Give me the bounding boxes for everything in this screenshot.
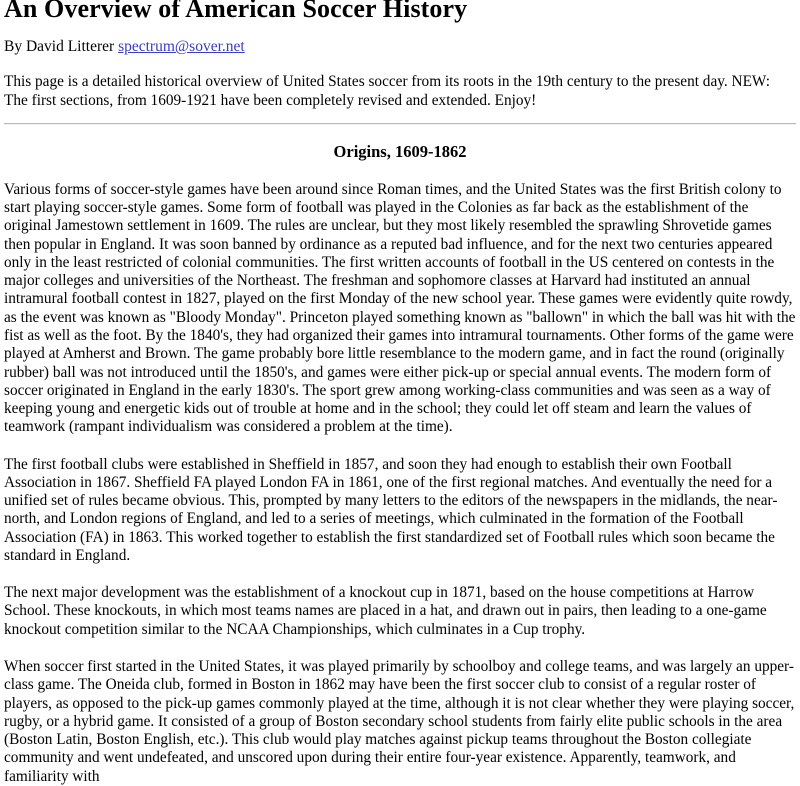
paragraph: The first football clubs were established in Sheffield in 1857, and soon they had enough to establish their own Football Association in 1867. Sheffield FA played London FA in 1861, one of the first regional matches. And eventually the need for a unified set of rules became obvious. This, prompted by many letters to the editors of the newspapers in the midlands, the near-north, and London regions of England, and led to a series of meetings, which culminated in the formation of the Football Association (FA) in 1863. This worked together to establish the first standardized set of Football rules which soon became the standard in England. xyxy=(4,455,778,564)
author-email-link[interactable]: spectrum@sover.net xyxy=(118,38,245,56)
byline-author: By David Litterer xyxy=(4,38,119,56)
paragraph: The next major development was the establishment of a knockout cup in 1871, based on the house competitions at Harrow School. These knockouts, in which most teams names are placed in a hat, and drawn out in pairs, then leading to a one-game knockout competition similar to the NCAA Championships, which culminates in a Cup trophy. xyxy=(4,584,767,638)
section-heading-origins: Origins, 1609-1862 xyxy=(333,142,467,162)
paragraph: Various forms of soccer-style games have been around since Roman times, and the United States was the first British colony to start playing soccer-style games. Some form of football was played in the Colonies as far back as the establishment of the original Jamestown settlement in 1609. The rules are unclear, but they most likely resembled the sprawling Shrovetide games then popular in England. It was soon banned by ordinance as a reputed bad influence, and for the next two centuries appeared only in the least restricted of colonial communities. The first written accounts of football in the US centered on contests in the major colleges and universities of the Northeast. The freshman and sophomore classes at Harvard had instituted an annual intramural football contest in 1827, played on the first Monday of the new school year. These games were evidently quite rowdy, as the event was known as "Bloody Monday". Princeton played something known as "ballown" in which the ball was hit with the fist as well as the foot. By the 1840's, they had organized their games into intramural tournaments. Other forms of the game were played at Amherst and Brown. The game probably bore little resemblance to the modern game, and in fact the round (originally rubber) ball was not introduced until the 1850's, and games were either pick-up or special annual events. The modern form of soccer originated in England in the early 1830's. The sport grew among working-class communities and was seen as a way of keeping young and energetic kids out of trouble at home and in the school; they could let off steam and learn the values of teamwork (rampant individualism was considered a problem at the time). xyxy=(4,180,796,436)
section-divider xyxy=(4,123,796,125)
page-title: An Overview of American Soccer History xyxy=(4,0,468,23)
intro-paragraph: This page is a detailed historical overview of United States soccer from its roots in the 19th century to the present day. NEW: The first sections, from 1609-1921 have been completely revised and extended. Enjoy! xyxy=(4,73,771,109)
paragraph: When soccer first started in the United States, it was played primarily by schoolboy and college teams, and was largely an upper-class game. The Oneida club, formed in Boston in 1862 may have been the first soccer club to consist of a regular roster of players, as opposed to the pick-up games commonly played at the time, although it is not clear whether they were playing soccer, rugby, or a hybrid game. It consisted of a group of Boston secondary school students from fairly elite public schools in the area (Boston Latin, Boston English, etc.). This club would play matches against pickup teams throughout the Boston collegiate community and went undefeated, and unscored upon during their entire four-year existence. Apparently, teamwork, and familiarity with xyxy=(4,657,795,785)
byline xyxy=(4,38,796,56)
